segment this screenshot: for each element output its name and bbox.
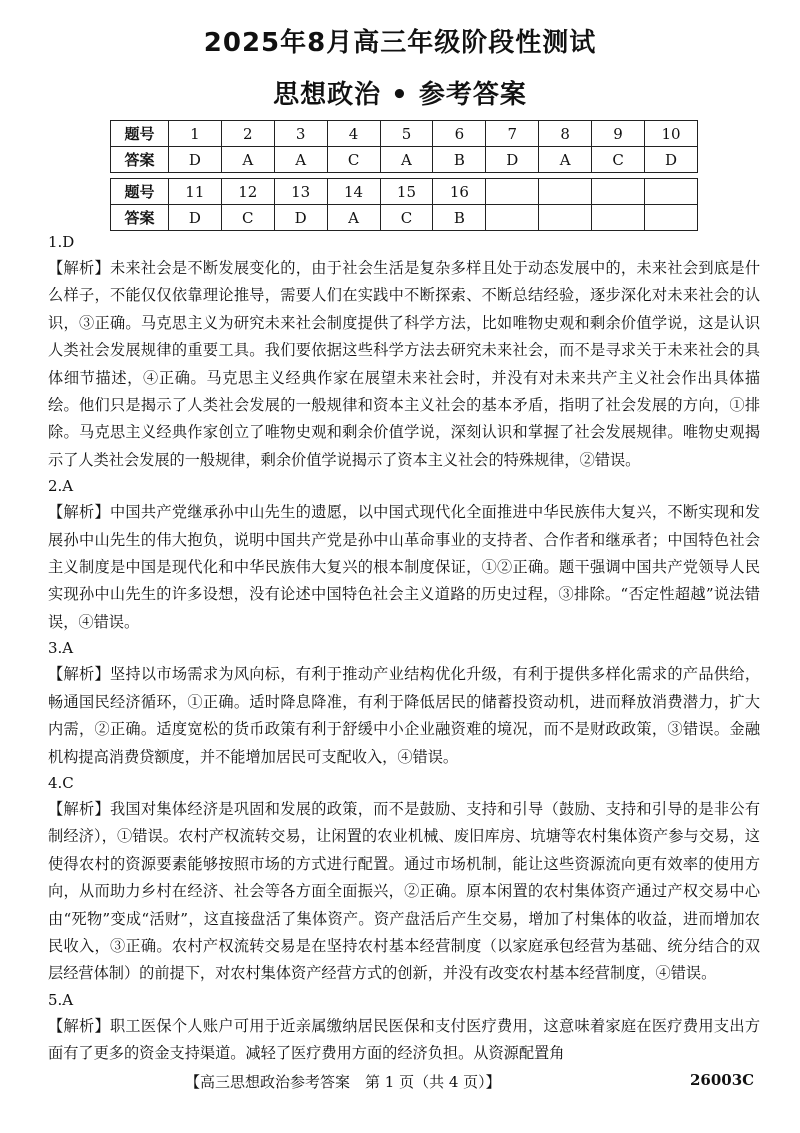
question-number: 5.A [48,990,74,1009]
table-cell-answer: A [327,205,380,231]
table-cell-num: 7 [486,121,539,147]
table-cell-num: 15 [380,179,433,205]
table-cell-num: 16 [433,179,486,205]
answer-table-row-answers-1 [111,147,698,173]
table-cell-num: 1 [168,121,221,147]
table-cell-num: 4 [327,121,380,147]
document-title: 2025年8月高三年级阶段性测试 [203,28,597,58]
row-label-answer: 答案 [111,147,169,173]
footer-page-label: 【高三思想政治参考答案 第 1 页（共 4 页）】 [185,1073,501,1091]
question-analysis: 【解析】未来社会是不断发展变化的，由于社会生活是复杂多样且处于动态发展中的，未来社会到底是什么样子，不能仅仅依靠理论推导，需要人们在实践中不断探索、不断总结经验，逐步深化对未来社会的认识，③正确。马克思主义为研究未来社会制度提供了科学方法，比如唯物史观和剩余价值学说，这是认识人类社会发展规律的重要工具。我们要依据这些科学方法去研究未来社会，而不是寻求关于未来社会的具体细节描述，④正确。马克思主义经典作家在展望未来社会时，并没有对未来共产主义社会作出具体描绘。他们只是揭示了人类社会发展的一般规律和资本主义社会的基本矛盾，指明了社会发展的方向，①排除。马克思主义经典作家创立了唯物史观和剩余价值学说，深刻认识和掌握了社会发展规律。唯物史观揭示了人类社会发展的一般规律，剩余价值学说揭示了资本主义社会的特殊规律，②错误。 [48,259,760,469]
row-label-answer: 答案 [111,205,169,231]
question-number: 2.A [48,477,74,496]
table-cell-num: 5 [380,121,433,147]
question-number: 1.D [48,233,75,251]
table-cell-num: 12 [221,179,274,205]
question-number: 3.A [48,639,74,658]
question-analysis: 【解析】坚持以市场需求为风向标，有利于推动产业结构优化升级，有利于提供多样化需求的产品供给，畅通国民经济循环，①正确。适时降息降准，有利于降低居民的储蓄投资动机，进而释放消费潜力，扩大内需，②正确。适度宽松的货币政策有利于舒缓中小企业融资难的境况，而不是财政政策，③错误。金融机构提高消费贷额度，并不能增加居民可支配收入，④错误。 [48,665,760,766]
table-cell-num: 13 [274,179,327,205]
answer-table-row-nums-1 [111,121,698,147]
table-cell-answer [645,205,698,231]
table-cell-answer: C [592,147,645,173]
answer-table-row-nums-2 [111,179,698,205]
question-number: 4.C [48,773,74,792]
table-cell-answer: A [274,147,327,173]
question-analysis: 【解析】职工医保个人账户可用于近亲属缴纳居民医保和支付医疗费用，这意味着家庭在医疗费用支出方面有了更多的资金支持渠道。减轻了医疗费用方面的经济负担。从资源配置角 [48,1016,760,1063]
table-cell-answer: C [380,205,433,231]
table-cell-num [486,179,539,205]
table-cell-num: 14 [327,179,380,205]
table-cell-answer: D [486,147,539,173]
answer-table-row-answers-2 [111,205,698,231]
document-subtitle: 思想政治 • 参考答案 [273,80,527,110]
question-analysis: 【解析】我国对集体经济是巩固和发展的政策，而不是鼓励、支持和引导（鼓励、支持和引导的是非公有制经济），①错误。农村产权流转交易，让闲置的农业机械、废旧库房、坑塘等农村集体资产参与交易，这使得农村的资源要素能够按照市场的方式进行配置。通过市场机制，能让这些资源流向更有效率的使用方向，从而助力乡村在经济、社会等各方面全面振兴，②正确。原本闲置的农村集体资产通过产权交易中心由“死物”变成“活财”，这直接盘活了集体资产。资产盘活后产生交易，增加了村集体的收益，进而增加农民收入，③正确。农村产权流转交易是在坚持农村基本经营制度（以家庭承包经营为基础、统分结合的双层经营体制）的前提下，对农村集体资产经营方式的创新，并没有改变农村基本经营制度，④错误。 [48,799,760,983]
table-cell-num: 10 [645,121,698,147]
table-cell-answer: D [645,147,698,173]
table-cell-answer: A [380,147,433,173]
row-label-num: 题号 [111,179,169,205]
table-cell-num: 3 [274,121,327,147]
answer-table [110,120,698,231]
table-cell-num: 8 [539,121,592,147]
table-cell-answer: D [168,205,221,231]
table-cell-num: 6 [433,121,486,147]
table-cell-answer: B [433,147,486,173]
table-cell-num [539,179,592,205]
table-cell-answer: A [221,147,274,173]
table-cell-answer: C [221,205,274,231]
table-cell-answer: B [433,205,486,231]
table-cell-answer [539,205,592,231]
table-cell-answer: A [539,147,592,173]
answer-explanations [48,230,760,1068]
table-cell-answer: D [274,205,327,231]
table-cell-answer [486,205,539,231]
row-label-num: 题号 [111,121,169,147]
table-cell-num [645,179,698,205]
table-cell-num: 11 [168,179,221,205]
table-cell-answer: D [168,147,221,173]
table-cell-num [592,179,645,205]
table-cell-answer: C [327,147,380,173]
table-cell-num: 2 [221,121,274,147]
table-cell-answer [592,205,645,231]
footer-code: 26003C [690,1071,755,1089]
table-cell-num: 9 [592,121,645,147]
question-analysis: 【解析】中国共产党继承孙中山先生的遗愿，以中国式现代化全面推进中华民族伟大复兴，不断实现和发展孙中山先生的伟大抱负，说明中国共产党是孙中山革命事业的支持者、合作者和继承者；中国特色社会主义制度是中国是现代化和中华民族伟大复兴的根本制度保证，①②正确。题干强调中国共产党领导人民实现孙中山先生的许多设想，没有论述中国特色社会主义道路的历史过程，③排除。“否定性超越”说法错误，④错误。 [48,503,760,631]
